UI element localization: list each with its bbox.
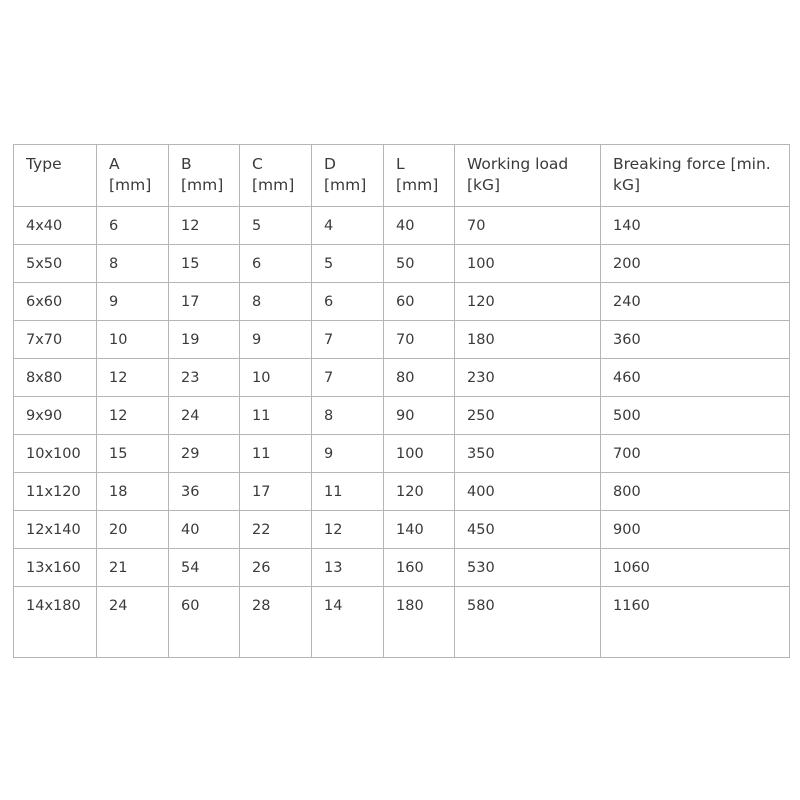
cell-d: 5 (312, 245, 384, 283)
cell-l: 160 (384, 549, 455, 587)
cell-b: 36 (169, 473, 240, 511)
table-row (14, 207, 790, 245)
header-working-load: Working load [kG] (455, 145, 601, 207)
table-header (14, 145, 790, 207)
cell-l: 60 (384, 283, 455, 321)
cell-c: 5 (240, 207, 312, 245)
cell-d: 13 (312, 549, 384, 587)
cell-working-load: 70 (455, 207, 601, 245)
cell-breaking-force: 1060 (601, 549, 790, 587)
cell-type: 6x60 (14, 283, 97, 321)
cell-breaking-force: 800 (601, 473, 790, 511)
table-row (14, 549, 790, 587)
cell-working-load: 120 (455, 283, 601, 321)
cell-type: 14x180 (14, 587, 97, 658)
cell-a: 20 (97, 511, 169, 549)
cell-l: 80 (384, 359, 455, 397)
cell-breaking-force: 500 (601, 397, 790, 435)
cell-c: 8 (240, 283, 312, 321)
table-row (14, 359, 790, 397)
cell-b: 17 (169, 283, 240, 321)
cell-b: 19 (169, 321, 240, 359)
cell-c: 6 (240, 245, 312, 283)
cell-b: 23 (169, 359, 240, 397)
cell-b: 54 (169, 549, 240, 587)
cell-d: 6 (312, 283, 384, 321)
cell-d: 7 (312, 359, 384, 397)
cell-type: 5x50 (14, 245, 97, 283)
cell-l: 180 (384, 587, 455, 658)
cell-breaking-force: 1160 (601, 587, 790, 658)
cell-d: 7 (312, 321, 384, 359)
header-b: B [mm] (169, 145, 240, 207)
cell-a: 8 (97, 245, 169, 283)
cell-l: 140 (384, 511, 455, 549)
cell-b: 29 (169, 435, 240, 473)
header-type: Type (14, 145, 97, 207)
table-row (14, 587, 790, 658)
cell-a: 12 (97, 359, 169, 397)
cell-d: 12 (312, 511, 384, 549)
cell-type: 13x160 (14, 549, 97, 587)
cell-c: 9 (240, 321, 312, 359)
cell-b: 15 (169, 245, 240, 283)
cell-working-load: 350 (455, 435, 601, 473)
cell-type: 11x120 (14, 473, 97, 511)
specification-table (13, 144, 790, 658)
cell-b: 12 (169, 207, 240, 245)
cell-d: 14 (312, 587, 384, 658)
cell-l: 50 (384, 245, 455, 283)
table-row (14, 245, 790, 283)
cell-type: 9x90 (14, 397, 97, 435)
cell-l: 100 (384, 435, 455, 473)
table-row (14, 397, 790, 435)
cell-c: 11 (240, 435, 312, 473)
cell-c: 17 (240, 473, 312, 511)
table-row (14, 283, 790, 321)
cell-c: 10 (240, 359, 312, 397)
cell-a: 15 (97, 435, 169, 473)
cell-b: 40 (169, 511, 240, 549)
cell-working-load: 530 (455, 549, 601, 587)
header-a: A [mm] (97, 145, 169, 207)
cell-d: 8 (312, 397, 384, 435)
cell-breaking-force: 900 (601, 511, 790, 549)
cell-type: 7x70 (14, 321, 97, 359)
cell-type: 8x80 (14, 359, 97, 397)
cell-a: 9 (97, 283, 169, 321)
cell-working-load: 180 (455, 321, 601, 359)
cell-breaking-force: 200 (601, 245, 790, 283)
cell-a: 12 (97, 397, 169, 435)
table-row (14, 511, 790, 549)
cell-a: 24 (97, 587, 169, 658)
table-row (14, 473, 790, 511)
cell-d: 11 (312, 473, 384, 511)
cell-working-load: 230 (455, 359, 601, 397)
cell-l: 90 (384, 397, 455, 435)
cell-a: 21 (97, 549, 169, 587)
cell-c: 22 (240, 511, 312, 549)
cell-type: 12x140 (14, 511, 97, 549)
cell-l: 70 (384, 321, 455, 359)
cell-working-load: 450 (455, 511, 601, 549)
header-d: D [mm] (312, 145, 384, 207)
header-breaking-force: Breaking force [min. kG] (601, 145, 790, 207)
cell-c: 28 (240, 587, 312, 658)
cell-working-load: 250 (455, 397, 601, 435)
cell-l: 120 (384, 473, 455, 511)
header-l: L [mm] (384, 145, 455, 207)
cell-breaking-force: 140 (601, 207, 790, 245)
cell-breaking-force: 360 (601, 321, 790, 359)
cell-c: 26 (240, 549, 312, 587)
header-c: C [mm] (240, 145, 312, 207)
cell-a: 18 (97, 473, 169, 511)
cell-type: 4x40 (14, 207, 97, 245)
cell-breaking-force: 460 (601, 359, 790, 397)
cell-breaking-force: 240 (601, 283, 790, 321)
table-row (14, 435, 790, 473)
cell-working-load: 100 (455, 245, 601, 283)
cell-d: 4 (312, 207, 384, 245)
table-body (14, 207, 790, 658)
cell-a: 6 (97, 207, 169, 245)
cell-working-load: 580 (455, 587, 601, 658)
cell-l: 40 (384, 207, 455, 245)
cell-c: 11 (240, 397, 312, 435)
table-row (14, 321, 790, 359)
cell-b: 24 (169, 397, 240, 435)
cell-working-load: 400 (455, 473, 601, 511)
cell-b: 60 (169, 587, 240, 658)
cell-type: 10x100 (14, 435, 97, 473)
cell-d: 9 (312, 435, 384, 473)
cell-breaking-force: 700 (601, 435, 790, 473)
header-row (14, 145, 790, 207)
cell-a: 10 (97, 321, 169, 359)
